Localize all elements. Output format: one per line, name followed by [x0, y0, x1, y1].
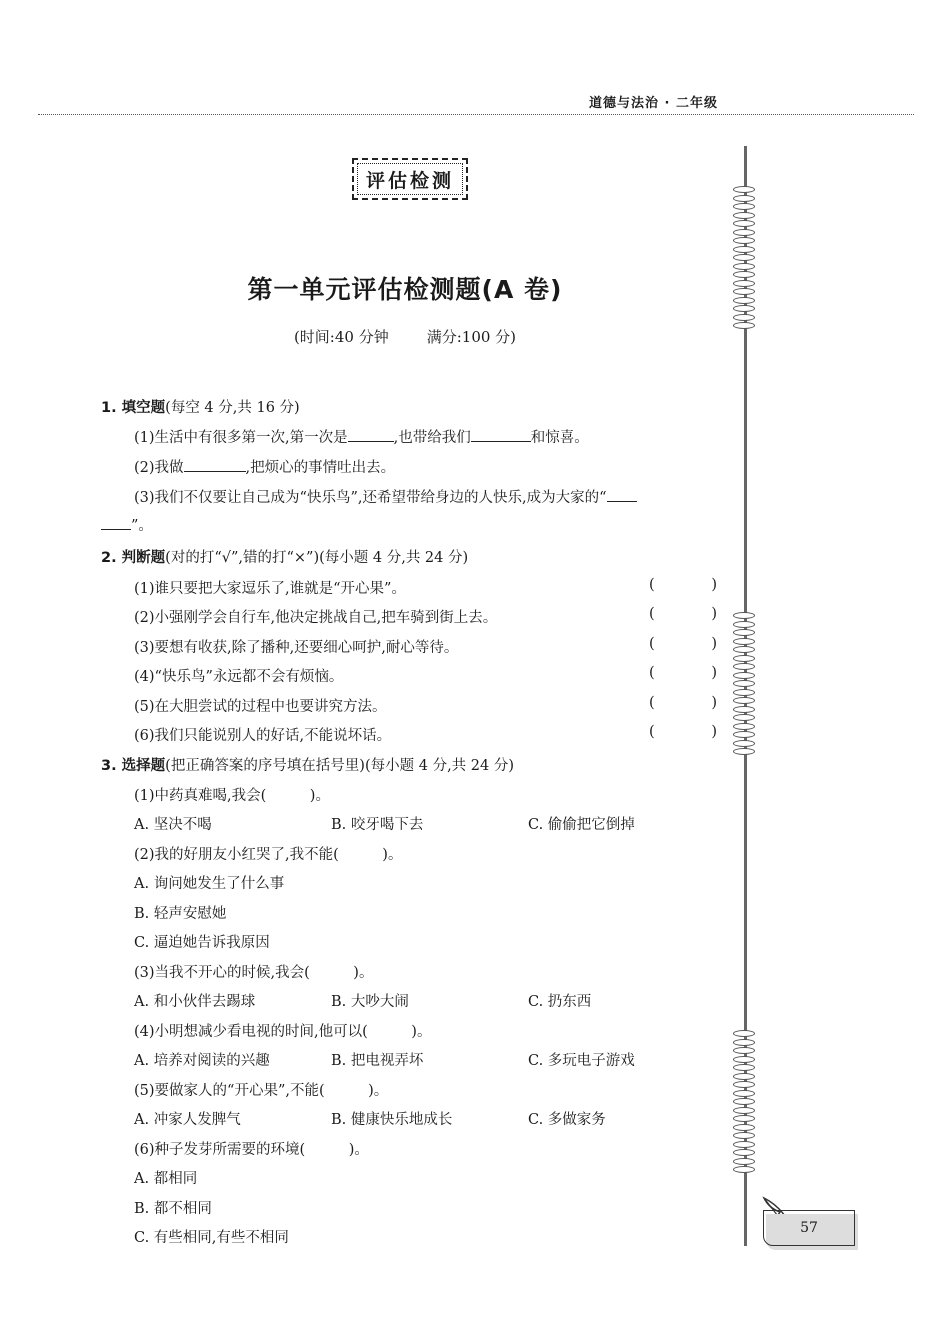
paren-close: ) [711, 665, 717, 681]
choice-option[interactable]: B. 大吵大闹 [331, 994, 409, 1010]
choice-question: (5)要做家人的“开心果”,不能( )。 [134, 1083, 389, 1099]
spiral-coil [733, 246, 755, 253]
spiral-coil [733, 697, 755, 704]
time-limit: (时间:40 分钟 [293, 328, 389, 346]
paren-close: ) [711, 695, 717, 711]
paren-close: ) [711, 636, 717, 652]
spiral-coil [733, 1098, 755, 1105]
answer-parentheses[interactable] [649, 665, 717, 681]
fill-question-3 [134, 486, 637, 507]
choice-option[interactable]: A. 坚决不喝 [134, 817, 212, 833]
judge-item: (3)要想有收获,除了播种,还要细心呵护,耐心等待。 [134, 640, 459, 656]
fill-q2-part-a: (2)我做 [134, 460, 184, 476]
spiral-coil [733, 1047, 755, 1054]
paren-open: ( [649, 695, 655, 711]
choice-option[interactable]: C. 逼迫她告诉我原因 [134, 935, 270, 951]
paren-open: ( [649, 606, 655, 622]
choice-option[interactable]: C. 多玩电子游戏 [528, 1053, 635, 1069]
paren-open: ( [649, 577, 655, 593]
fill-q1-part-b: ,也带给我们 [393, 430, 471, 446]
answer-blank[interactable] [101, 515, 131, 530]
fill-note: (每空 4 分,共 16 分) [165, 400, 300, 416]
choice-question: (2)我的好朋友小红哭了,我不能( )。 [134, 847, 403, 863]
full-score: 满分:100 分) [426, 328, 517, 346]
judge-heading: 2. 判断题 [101, 550, 166, 566]
spiral-coil [733, 1107, 755, 1114]
paren-open: ( [649, 724, 655, 740]
spiral-coil [733, 680, 755, 687]
spiral-coil [733, 1166, 755, 1173]
fill-q1-part-a: (1)生活中有很多第一次,第一次是 [134, 430, 348, 446]
answer-parentheses[interactable] [649, 695, 717, 711]
spiral-coil [733, 1081, 755, 1088]
spiral-coil [733, 237, 755, 244]
exam-info [0, 326, 810, 347]
choice-note: (把正确答案的序号填在括号里)(每小题 4 分,共 24 分) [165, 758, 515, 774]
paren-open: ( [649, 665, 655, 681]
fill-q3-part-b: ”。 [131, 518, 153, 534]
spiral-coil [733, 748, 755, 755]
spiral-coil [733, 305, 755, 312]
fill-question-3-continued [101, 514, 153, 535]
spiral-coil [733, 723, 755, 730]
section-badge: 评估检测 [352, 158, 468, 200]
spiral-coil [733, 254, 755, 261]
spiral-coil [733, 186, 755, 193]
judge-item: (4)“快乐鸟”永远都不会有烦恼。 [134, 669, 344, 685]
spiral-coil [733, 314, 755, 321]
spiral-coil [733, 263, 755, 270]
spiral-coils-middle [733, 612, 761, 757]
header-divider [38, 114, 914, 115]
page-number: 57 [763, 1210, 855, 1246]
choice-section-heading [101, 754, 514, 775]
judge-item: (2)小强刚学会自行车,他决定挑战自己,把车骑到街上去。 [134, 610, 498, 626]
choice-question: (4)小明想减少看电视的时间,他可以( )。 [134, 1024, 432, 1040]
fill-question-1 [134, 426, 589, 447]
spiral-coil [733, 1149, 755, 1156]
spiral-coils-bottom [733, 1030, 761, 1175]
judge-section-heading [101, 546, 468, 567]
header-title: 道德与法治 · 二年级 [589, 96, 718, 111]
choice-option[interactable]: A. 冲家人发脾气 [134, 1112, 241, 1128]
paren-close: ) [711, 577, 717, 593]
spiral-coil [733, 1141, 755, 1148]
spiral-coil [733, 1090, 755, 1097]
choice-heading: 3. 选择题 [101, 758, 166, 774]
choice-option[interactable]: C. 多做家务 [528, 1112, 606, 1128]
choice-option[interactable]: B. 把电视弄坏 [331, 1053, 424, 1069]
spiral-coil [733, 1056, 755, 1063]
spiral-coil [733, 280, 755, 287]
page-title: 第一单元评估检测题(A 卷) [247, 275, 563, 304]
spiral-coil [733, 714, 755, 721]
spiral-coil [733, 212, 755, 219]
spiral-coil [733, 672, 755, 679]
spiral-coil [733, 1115, 755, 1122]
paren-close: ) [711, 606, 717, 622]
spiral-coil [733, 1064, 755, 1071]
spiral-coil [733, 1124, 755, 1131]
spiral-coil [733, 689, 755, 696]
spiral-coil [733, 621, 755, 628]
choice-option[interactable]: B. 健康快乐地成长 [331, 1112, 453, 1128]
spiral-coil [733, 297, 755, 304]
choice-option[interactable]: C. 偷偷把它倒掉 [528, 817, 635, 833]
answer-blank[interactable] [184, 457, 246, 472]
answer-blank[interactable] [607, 487, 637, 502]
fill-q3-part-a: (3)我们不仅要让自己成为“快乐鸟”,还希望带给身边的人快乐,成为大家的“ [134, 490, 607, 506]
spiral-coil [733, 322, 755, 329]
spiral-coil [733, 1039, 755, 1046]
spiral-coil [733, 271, 755, 278]
fill-q2-part-b: ,把烦心的事情吐出去。 [245, 460, 396, 476]
choice-question: (3)当我不开心的时候,我会( )。 [134, 965, 374, 981]
choice-option[interactable]: A. 和小伙伴去踢球 [134, 994, 256, 1010]
judge-item: (1)谁只要把大家逗乐了,谁就是“开心果”。 [134, 581, 406, 597]
spiral-coil [733, 663, 755, 670]
fill-section-heading [101, 396, 300, 417]
answer-parentheses[interactable] [649, 606, 717, 622]
spiral-coil [733, 203, 755, 210]
spiral-coil [733, 1030, 755, 1037]
spiral-coil [733, 229, 755, 236]
spiral-coil [733, 629, 755, 636]
choice-option[interactable]: C. 扔东西 [528, 994, 592, 1010]
judge-item: (5)在大胆尝试的过程中也要讲究方法。 [134, 699, 387, 715]
spiral-coil [733, 612, 755, 619]
choice-question: (1)中药真难喝,我会( )。 [134, 788, 330, 804]
spiral-coil [733, 638, 755, 645]
spiral-coils-top [733, 186, 761, 331]
spiral-coil [733, 195, 755, 202]
spiral-coil [733, 1073, 755, 1080]
spiral-coil [733, 655, 755, 662]
spiral-coil [733, 706, 755, 713]
choice-option[interactable]: A. 都相同 [134, 1171, 198, 1187]
fill-q1-part-c: 和惊喜。 [530, 430, 589, 446]
choice-option[interactable]: B. 轻声安慰她 [134, 906, 227, 922]
spiral-coil [733, 646, 755, 653]
answer-parentheses[interactable] [649, 577, 717, 593]
choice-option[interactable]: C. 有些相同,有些不相同 [134, 1230, 289, 1246]
spiral-coil [733, 1158, 755, 1165]
answer-blank[interactable] [348, 427, 394, 442]
spiral-coil [733, 288, 755, 295]
choice-question: (6)种子发芽所需要的环境( )。 [134, 1142, 369, 1158]
answer-parentheses[interactable] [649, 724, 717, 740]
fill-question-2 [134, 456, 395, 477]
spiral-coil [733, 731, 755, 738]
spiral-coil [733, 740, 755, 747]
choice-option[interactable]: B. 都不相同 [134, 1201, 212, 1217]
choice-option[interactable]: B. 咬牙喝下去 [331, 817, 424, 833]
answer-blank[interactable] [471, 427, 531, 442]
fill-heading: 1. 填空题 [101, 400, 166, 416]
paren-open: ( [649, 636, 655, 652]
paren-close: ) [711, 724, 717, 740]
choice-option[interactable]: A. 询问她发生了什么事 [134, 876, 285, 892]
judge-note: (对的打“√”,错的打“×”)(每小题 4 分,共 24 分) [165, 550, 469, 566]
spiral-coil [733, 1132, 755, 1139]
choice-option[interactable]: A. 培养对阅读的兴趣 [134, 1053, 270, 1069]
spiral-coil [733, 220, 755, 227]
answer-parentheses[interactable] [649, 636, 717, 652]
judge-item: (6)我们只能说别人的好话,不能说坏话。 [134, 728, 392, 744]
